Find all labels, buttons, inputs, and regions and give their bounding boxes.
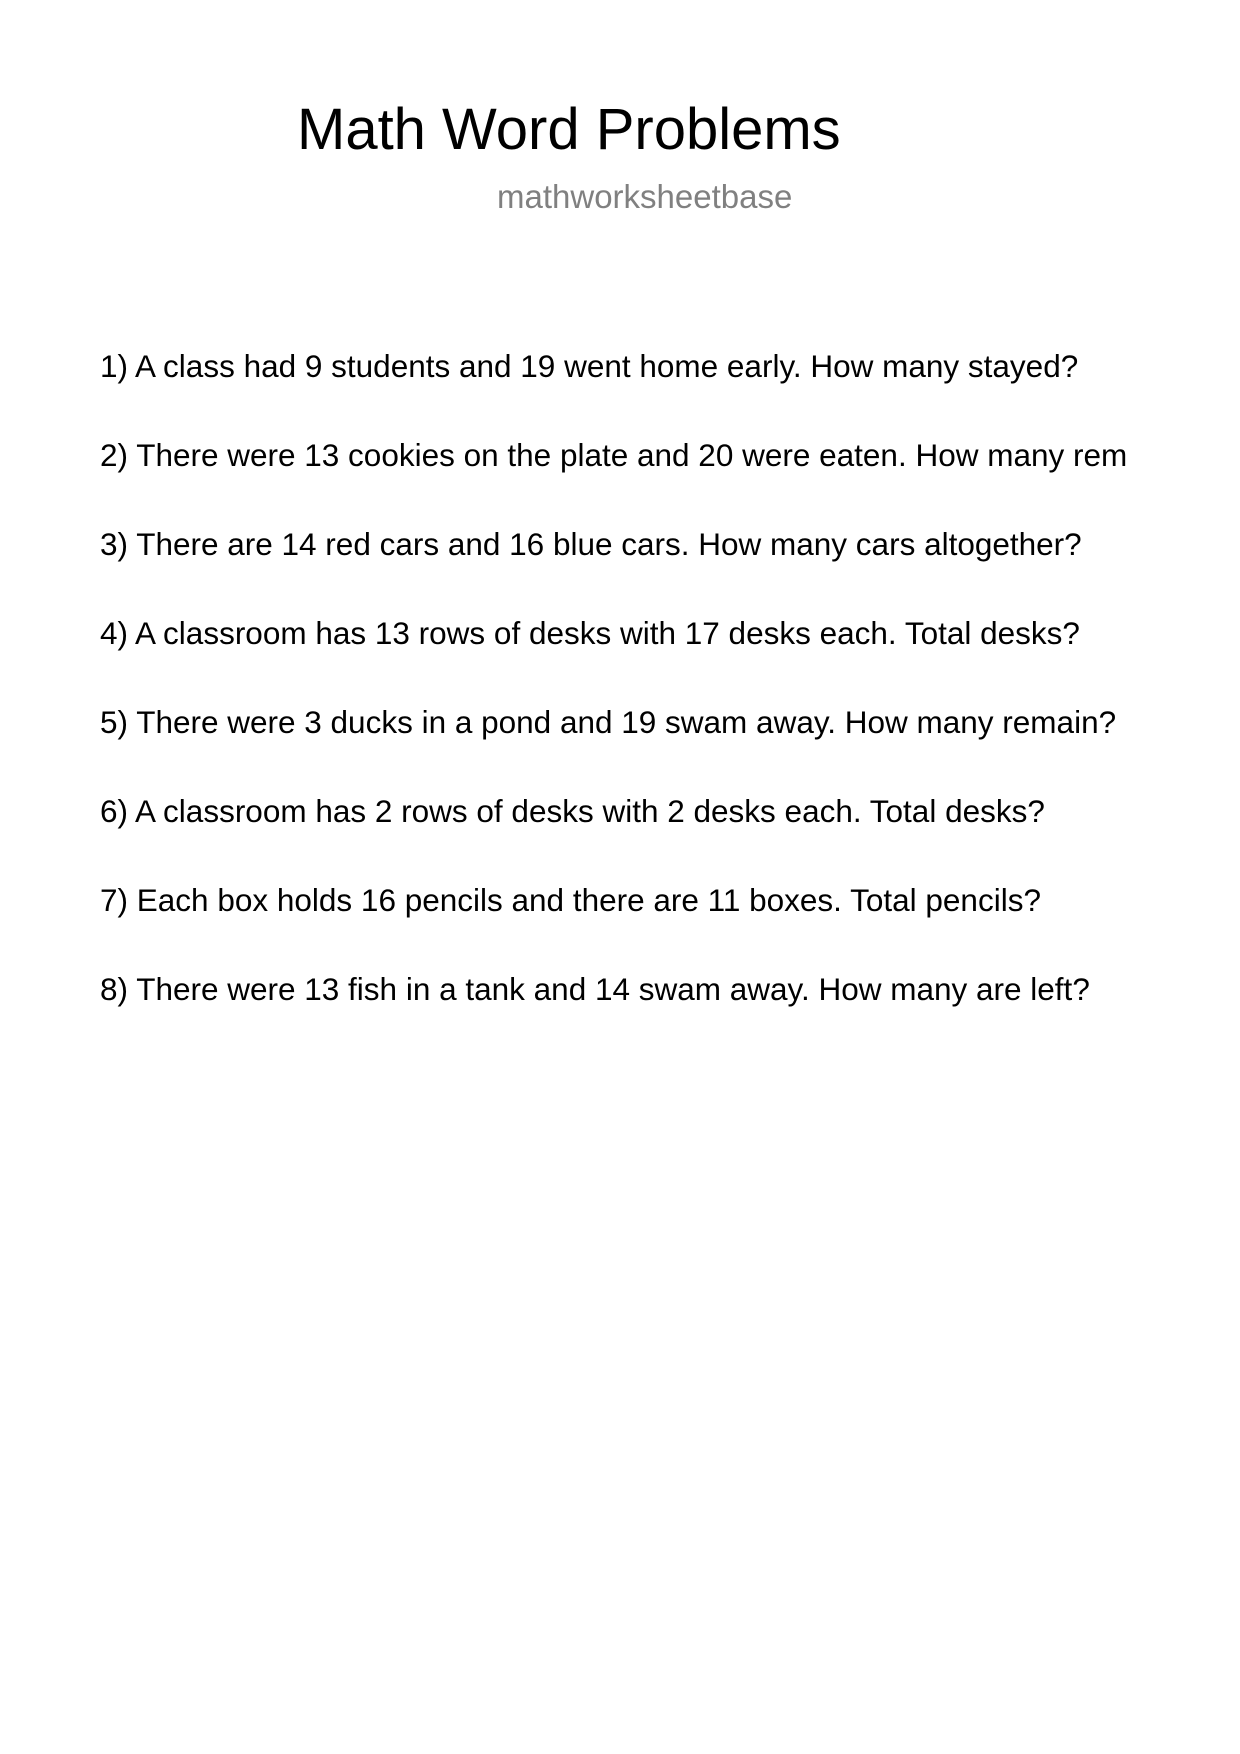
problem-8 <box>100 969 1127 1058</box>
problem-text: There are 14 red cars and 16 blue cars. How many cars altogether? <box>136 526 1082 562</box>
problem-2 <box>100 435 1127 524</box>
problem-list <box>100 346 1127 1058</box>
problem-number: 4) <box>100 615 129 651</box>
problem-text: A class had 9 students and 19 went home early. How many stayed? <box>135 348 1079 384</box>
problem-number: 7) <box>100 882 129 918</box>
problem-text: A classroom has 13 rows of desks with 17 desks each. Total desks? <box>135 615 1080 651</box>
problem-1 <box>100 346 1127 435</box>
problem-text: There were 3 ducks in a pond and 19 swam away. How many remain? <box>136 704 1117 740</box>
worksheet-source: mathworksheetbase <box>497 178 793 215</box>
problem-6 <box>100 791 1127 880</box>
problem-text: Each box holds 16 pencils and there are 11 boxes. Total pencils? <box>136 882 1041 918</box>
problem-7 <box>100 880 1127 969</box>
problem-5 <box>100 702 1127 791</box>
problem-text: A classroom has 2 rows of desks with 2 desks each. Total desks? <box>135 793 1045 829</box>
problem-4 <box>100 613 1127 702</box>
problem-number: 1) <box>100 348 129 384</box>
problem-3 <box>100 524 1127 613</box>
problem-number: 5) <box>100 704 129 740</box>
worksheet-title: Math Word Problems <box>297 97 841 162</box>
problem-text: There were 13 fish in a tank and 14 swam away. How many are left? <box>136 971 1090 1007</box>
problem-number: 6) <box>100 793 129 829</box>
problem-number: 2) <box>100 437 129 473</box>
problem-text: There were 13 cookies on the plate and 20 were eaten. How many rem <box>136 437 1128 473</box>
problem-number: 8) <box>100 971 129 1007</box>
problem-number: 3) <box>100 526 129 562</box>
